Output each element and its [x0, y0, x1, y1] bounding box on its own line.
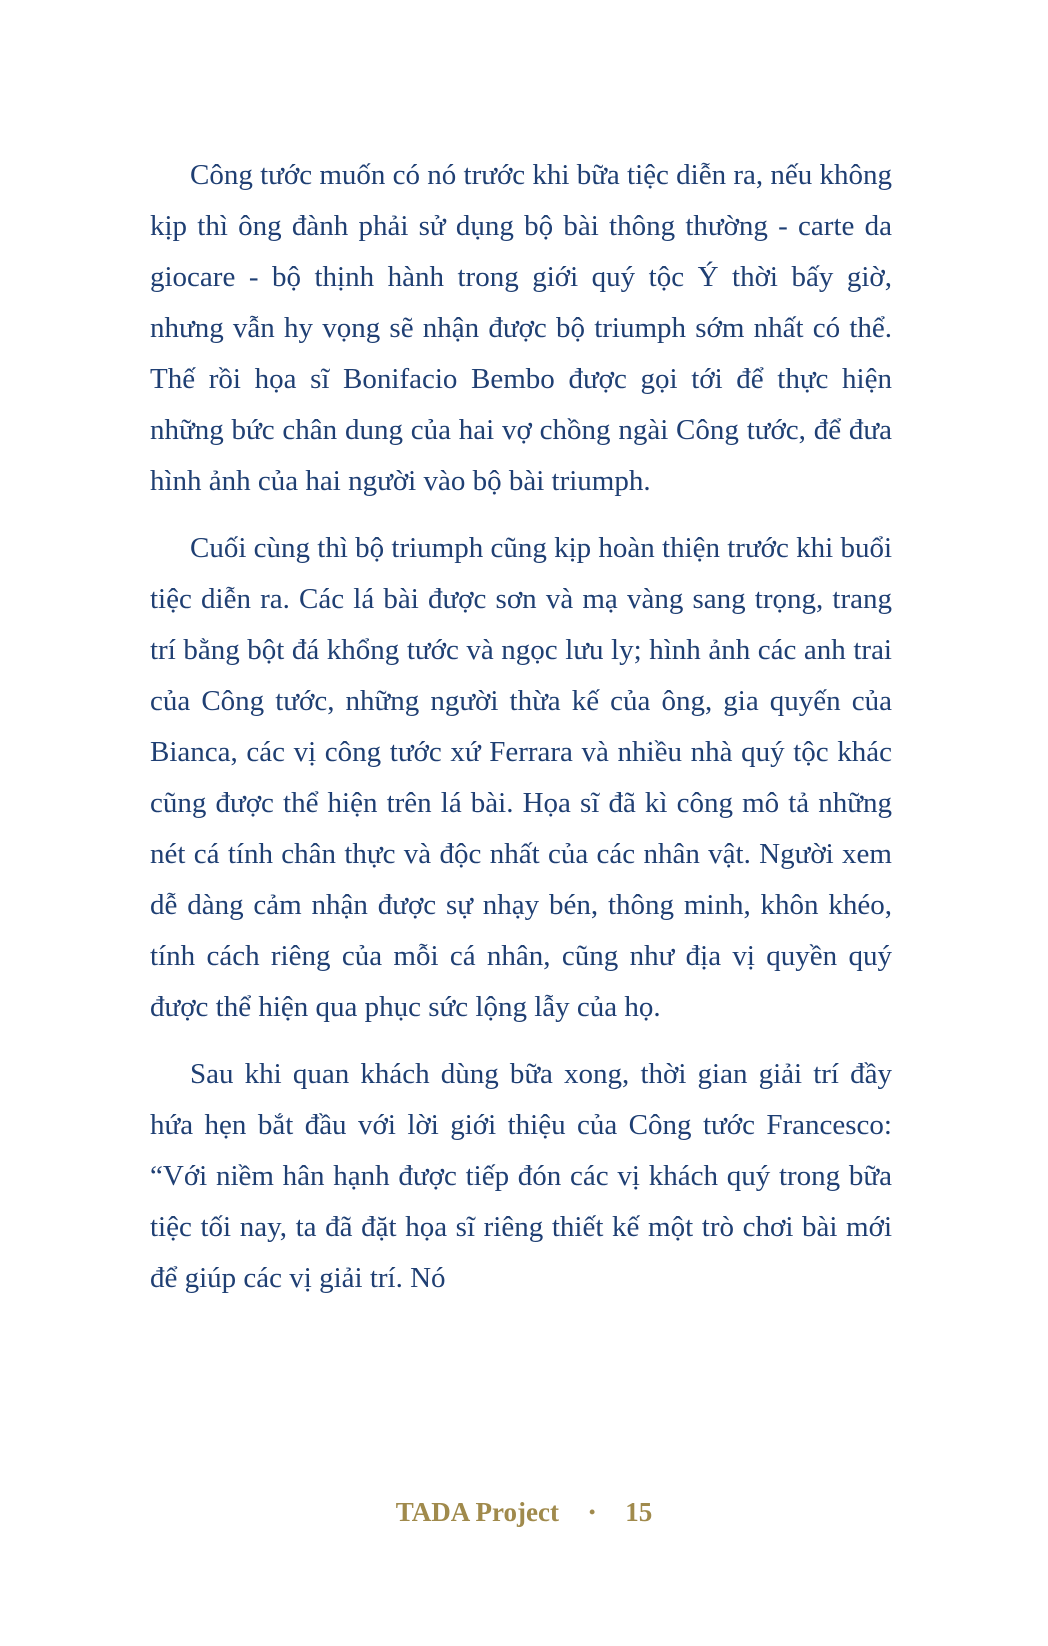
paragraph-1: Công tước muốn có nó trước khi bữa tiệc diễn ra, nếu không kịp thì ông đành phải sử dụng bộ bài thông thường - carte da giocare - bộ thịnh hành trong giới quý tộc Ý thời bấy giờ, nhưng vẫn hy vọng sẽ nhận được bộ triumph sớm nhất có thể. Thế rồi họa sĩ Bonifacio Bembo được gọi tới để thực hiện những bức chân dung của hai vợ chồng ngài Công tước, để đưa hình ảnh của hai người vào bộ bài triumph.	[150, 159, 892, 497]
bullet-separator: •	[588, 1501, 596, 1522]
body-text	[150, 150, 892, 1320]
page-number: 15	[625, 1496, 653, 1527]
page-footer	[0, 1491, 1048, 1530]
paragraph-3: Sau khi quan khách dùng bữa xong, thời gian giải trí đầy hứa hẹn bắt đầu với lời giới thiệu của Công tước Francesco: “Với niềm hân hạnh được tiếp đón các vị khách quý trong bữa tiệc tối nay, ta đã đặt họa sĩ riêng thiết kế một trò chơi bài mới để giúp các vị giải trí. Nó	[150, 1058, 892, 1294]
paragraph-2: Cuối cùng thì bộ triumph cũng kịp hoàn thiện trước khi buổi tiệc diễn ra. Các lá bài được sơn và mạ vàng sang trọng, trang trí bằng bột đá khổng tước và ngọc lưu ly; hình ảnh các anh trai của Công tước, những người thừa kế của ông, gia quyến của Bianca, các vị công tước xứ Ferrara và nhiều nhà quý tộc khác cũng được thể hiện trên lá bài. Họa sĩ đã kì công mô tả những nét cá tính chân thực và độc nhất của các nhân vật. Người xem dễ dàng cảm nhận được sự nhạy bén, thông minh, khôn khéo, tính cách riêng của mỗi cá nhân, cũng như địa vị quyền quý được thể hiện qua phục sức lộng lẫy của họ.	[150, 532, 893, 1023]
publisher-name: TADA Project	[395, 1496, 559, 1527]
